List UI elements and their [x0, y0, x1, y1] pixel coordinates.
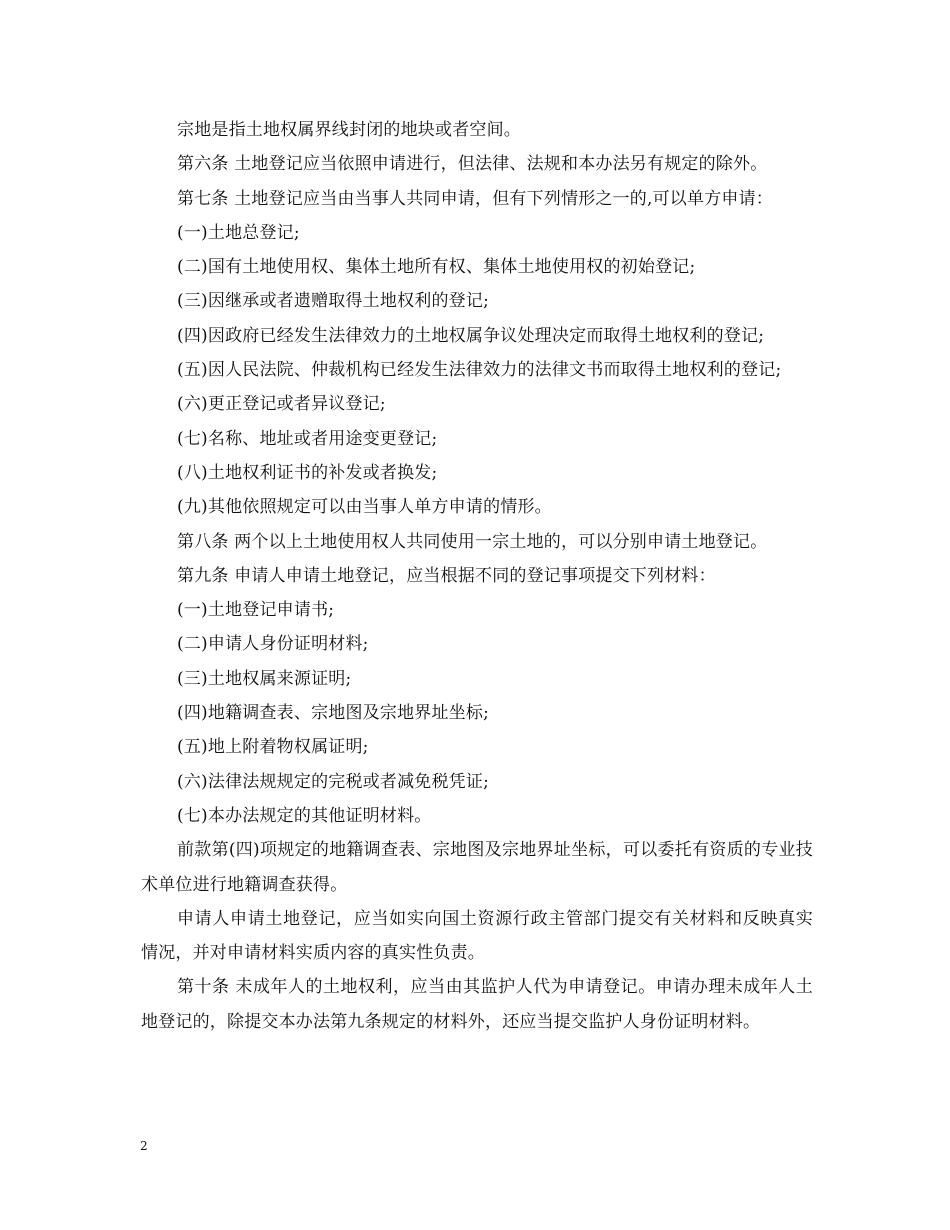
paragraph-11: (八)土地权利证书的补发或者换发;	[177, 462, 438, 483]
paragraph-17: (三)土地权属来源证明;	[177, 668, 352, 689]
paragraph-3: 第七条 土地登记应当由当事人共同申请，但有下列情形之一的,可以单方申请：	[177, 188, 774, 209]
paragraph-12: (九)其他依照规定可以由当事人单方申请的情形。	[177, 497, 552, 518]
paragraph-21: (七)本办法规定的其他证明材料。	[177, 805, 432, 826]
paragraph-5: (二)国有土地使用权、集体土地所有权、集体土地使用权的初始登记;	[177, 257, 696, 278]
paragraph-19: (五)地上附着物权属证明;	[177, 737, 369, 758]
paragraph-8: (五)因人民法院、仲裁机构已经发生法律效力的法律文书而取得土地权利的登记;	[177, 360, 782, 381]
paragraph-24: 第十条 未成年人的土地权利，应当由其监护人代为申请登记。申请办理未成年人土地登记的，除提交本办法第九条规定的材料外，还应当提交监护人身份证明材料。	[141, 977, 813, 1032]
paragraph-4: (一)土地总登记;	[177, 222, 300, 243]
paragraph-1: 宗地是指土地权属界线封闭的地块或者空间。	[177, 120, 521, 140]
paragraph-14: 第九条 申请人申请土地登记，应当根据不同的登记事项提交下列材料：	[177, 565, 716, 586]
paragraph-23: 申请人申请土地登记，应当如实向国土资源行政主管部门提交有关材料和反映真实情况，并对申请材料实质内容的真实性负责。	[141, 908, 813, 964]
paragraph-22: 前款第(四)项规定的地籍调查表、宗地图及宗地界址坐标，可以委托有资质的专业技术单位进行地籍调查获得。	[141, 840, 813, 895]
paragraph-9: (六)更正登记或者异议登记;	[177, 394, 386, 415]
paragraph-20: (六)法律法规规定的完税或者减免税凭证;	[177, 771, 489, 792]
paragraph-2: 第六条 土地登记应当依照申请进行，但法律、法规和本办法另有规定的除外。	[177, 154, 768, 175]
paragraph-13: 第八条 两个以上土地使用权人共同使用一宗土地的，可以分别申请土地登记。	[177, 531, 768, 552]
page-number: 2	[140, 1139, 148, 1153]
paragraph-10: (七)名称、地址或者用途变更登记;	[177, 428, 438, 449]
paragraph-18: (四)地籍调查表、宗地图及宗地界址坐标;	[177, 703, 489, 724]
document-body	[141, 113, 813, 1039]
paragraph-7: (四)因政府已经发生法律效力的土地权属争议处理决定而取得土地权利的登记;	[177, 325, 765, 346]
paragraph-16: (二)申请人身份证明材料;	[177, 634, 369, 655]
paragraph-15: (一)土地登记申请书;	[177, 600, 335, 621]
paragraph-6: (三)因继承或者遗赠取得土地权利的登记;	[177, 291, 489, 312]
